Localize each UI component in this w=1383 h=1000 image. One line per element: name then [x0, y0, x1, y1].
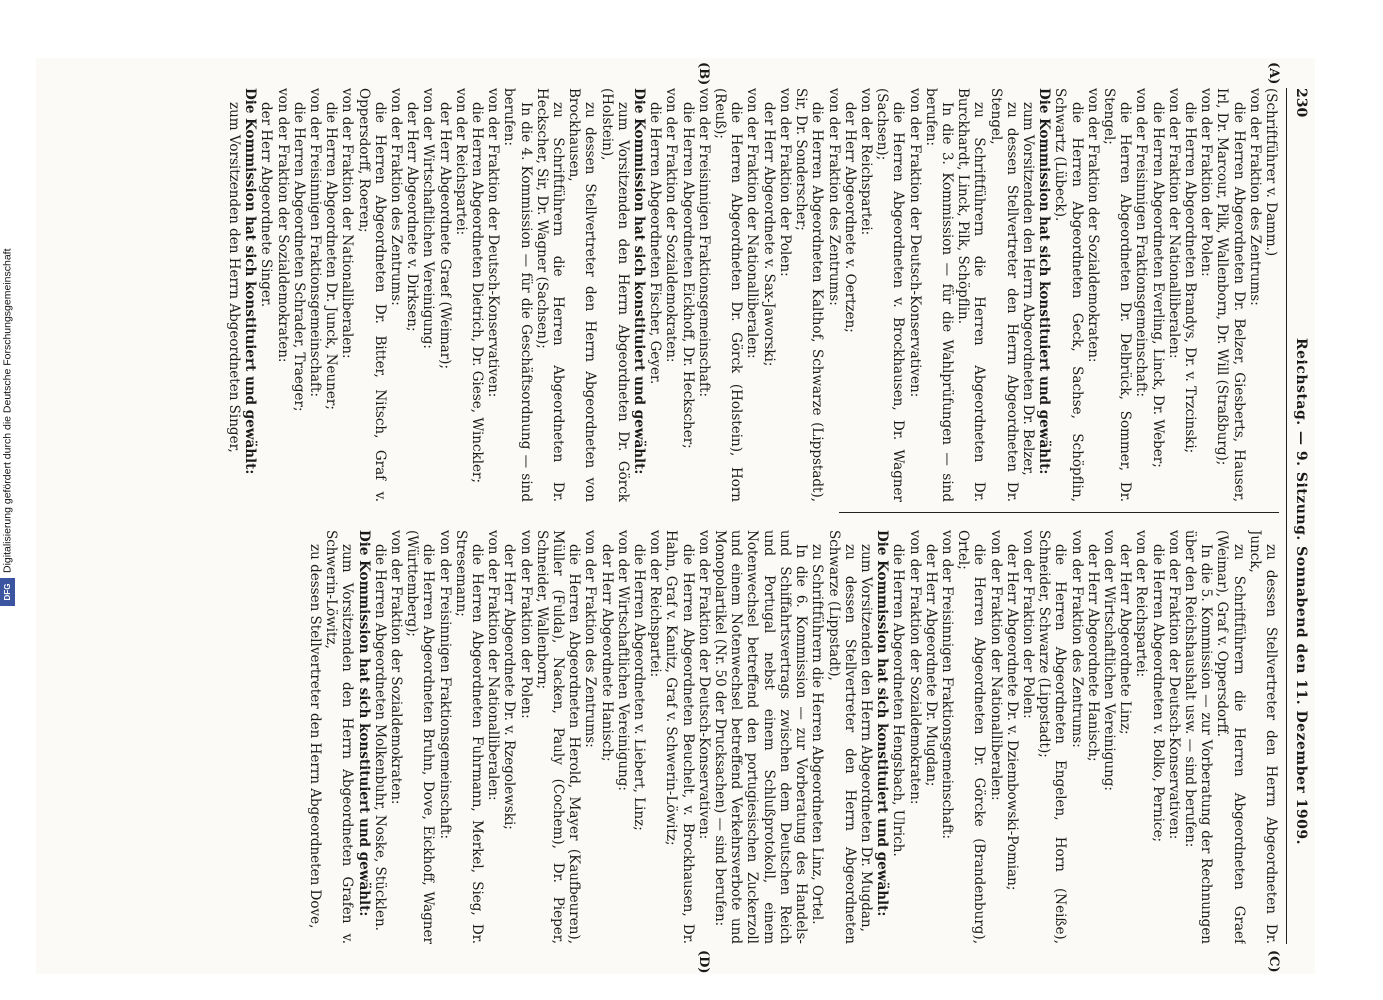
text-line: die Herren Abgeordneten Everling, Linck, Dr. Weber; — [1149, 102, 1166, 468]
text-line: von der Wirtschaftlichen Vereinigung: — [1100, 530, 1117, 791]
text-line: die Herren Abgeordneten Herold, Mayer (Kaufbeuren), Müller (Fulda), Nacken, Pauly (Cochem), Dr. Pieper, Schneider, Wallenborn; — [533, 530, 583, 944]
text-line: die Herren Abgeordneten v. Brockhausen, Dr. Wagner (Sachsen); — [874, 88, 907, 502]
text-line: Die Kommission hat sich konstituiert und gewählt: — [355, 530, 372, 917]
text-line: zum Vorsitzenden den Herrn Abgeordneten Grafen v. Schwerin-Löwitz, — [323, 530, 356, 944]
text-line: von der Fraktion des Zentrums: — [825, 88, 842, 306]
page-content — [36, 58, 1315, 974]
page-number: 230 — [1293, 88, 1309, 118]
text-line: zum Vorsitzenden den Herrn Abgeordneten Dr. Görck (Holstein), — [598, 88, 631, 502]
text-line: die Herren Abgeordneten Beuchelt, v. Brockhausen, Dr. Hahn, Graf v. Kanitz, Graf v. Schwerin-Löwitz; — [663, 530, 696, 944]
text-line: die Herren Abgeordneten Fuhrmann, Merkel, Sieg, Dr. Stresemann; — [452, 530, 486, 944]
text-line: die Herren Abgeordneten Schrader, Traeger; — [290, 102, 307, 412]
text-line: von der Reichspartei: — [647, 530, 664, 678]
text-line: von der Fraktion der Deutsch-Konservativen: — [695, 530, 712, 840]
text-line: von der Fraktion der Sozialdemokraten: — [1084, 88, 1101, 363]
text-line: die Herren Abgeordneten Eickhoff, Dr. Heckscher; — [679, 102, 696, 449]
text-line: die Herren Abgeordneten v. Bolko, Pernice; — [1149, 544, 1166, 843]
text-line: von der Fraktion der Polen: — [1198, 88, 1215, 277]
text-line: Die Kommission hat sich konstituiert und gewählt: — [631, 88, 648, 475]
column-divider — [839, 512, 1279, 513]
text-line: der Herr Abgeordnete v. Dirksen; — [404, 102, 421, 332]
text-line: von der Fraktion der Sozialdemokraten: — [663, 88, 680, 363]
text-line: von der Fraktion der Deutsch-Konservativen: — [906, 88, 923, 398]
text-line: von der Reichspartei: — [1133, 530, 1150, 678]
text-line: von der Fraktion der Polen: — [517, 530, 534, 719]
text-line: die Herren Abgeordneten Brandys, Dr. v. Trzcinski; — [1181, 102, 1198, 454]
text-line: von der Wirtschaftlichen Vereinigung: — [420, 88, 437, 349]
text-line: zu dessen Stellvertreter den Herrn Abgeordneten Dr. Junck, — [1246, 530, 1279, 944]
text-line: zum Vorsitzenden den Herrn Abgeordneten Dr. Mugdan, — [857, 544, 874, 932]
text-line: In die 6. Kommission — zur Vorberatung des Handels- und Schiffahrtsvertrags zwischen dem Deutschen Reich und Portugal nebst einem Schlußprotokoll, einem Notenwechsel betreffend den portugiesischen Zuckerzoll und einem Notenwechsel betreffend Verkehrsverbote und Monopolartikel (Nr. 50 der Drucksachen) — sind berufen: — [712, 530, 810, 944]
text-line: die Herren Abgeordneten Hengsbach, Ulrich. — [890, 544, 907, 857]
margin-marker-a: (A) — [1266, 62, 1281, 85]
text-line: zum Vorsitzenden den Herrn Abgeordneten Dr. Belzer, — [1019, 102, 1036, 476]
text-line: der Herr Abgeordnete v. Oertzen; — [841, 102, 858, 333]
text-line: die Herren Abgeordneten Dr. Belzer, Giesberts, Hauser, Irl, Dr. Marcour, Pilk, Wallenborn, Dr. Will (Straßburg); — [1214, 88, 1247, 502]
text-line: die Herren Abgeordneten Molkenbuhr, Noske, Stücklen. — [371, 544, 388, 931]
text-line: der Herr Abgeordnete Graef (Weimar); — [436, 102, 453, 370]
left-column — [89, 88, 1279, 502]
text-line: In die 5. Kommission — zur Vorberatung der Rechnungen über den Reichshaushalt usw. — sind berufen: — [1181, 530, 1215, 944]
text-line: zu Schriftführern die Herren Abgeordneten Linz, Ortel. — [809, 544, 826, 925]
text-line: der Herr Abgeordnete v. Sax-Jaworski; — [760, 102, 777, 367]
text-line: der Herr Abgeordnete Singer. — [258, 102, 275, 308]
page-header — [1285, 88, 1309, 944]
text-line: zu dessen Stellvertreter den Herrn Abgeordneten von Brockhausen, — [566, 88, 599, 502]
text-line: die Herren Abgeordneten Fischer, Geyer. — [647, 102, 664, 385]
text-line: der Herr Abgeordnete Dr. v. Rzegolewski; — [501, 544, 518, 830]
text-line: der Herr Abgeordnete Linz; — [1117, 544, 1134, 735]
text-line: zu dessen Stellvertreter den Herrn Abgeordneten Schwarze (Lippstadt), — [825, 530, 858, 944]
text-line: von der Freisinnigen Fraktionsgemeinschaft: — [307, 88, 324, 397]
text-line: von der Fraktion der Sozialdemokraten: — [274, 88, 291, 363]
text-line: von der Fraktion der Nationalliberalen: — [1165, 88, 1182, 359]
text-line: die Herren Abgeordneten v. Liebert, Linz; — [631, 544, 648, 831]
text-line: von der Wirtschaftlichen Vereinigung: — [614, 530, 631, 791]
text-line: die Herren Abgeordneten Dr. Delbrück, Sommer, Dr. Stengel; — [1100, 88, 1134, 502]
text-line: der Herr Abgeordnete Dr. Mugdan; — [922, 544, 939, 787]
text-line: von der Fraktion der Sozialdemokraten: — [906, 530, 923, 805]
text-line: die Herren Abgeordneten Dr. Junck, Neuner; — [323, 102, 340, 410]
header-rule — [1286, 88, 1287, 944]
text-line: die Herren Abgeordneten Geck, Sachse, Schöpflin, Schwartz (Lübeck). — [1052, 88, 1085, 502]
margin-marker-b: (B) — [696, 62, 711, 86]
text-line: In die 3. Kommission — für die Wahlprüfungen — sind berufen: — [922, 88, 955, 502]
text-line: der Herr Abgeordnete Dr. v. Dziembowski-Pomian; — [1003, 544, 1020, 891]
text-line: die Herren Abgeordneten Engelen, Horn (Neiße), Schneider, Schwarze (Lippstadt); — [1036, 530, 1069, 944]
text-line: von der Freisinnigen Fraktionsgemeinschaft: — [938, 530, 955, 839]
text-line: von der Fraktion der Nationalliberalen: — [485, 530, 502, 801]
text-line: Die Kommission hat sich konstituiert und gewählt: — [874, 530, 891, 917]
text-line: die Herren Abgeordneten Dr. Görcke (Brandenburg), Ortel; — [955, 530, 988, 944]
text-line: von der Fraktion der Nationalliberalen: — [339, 88, 356, 359]
text-line: von der Fraktion des Zentrums: — [1068, 530, 1085, 748]
text-line: von der Freisinnigen Fraktionsgemeinschaft: — [695, 88, 712, 397]
text-line: die Herren Abgeordneten Dr. Bitter, Nitsch, Graf v. Oppersdorff, Roeren; — [355, 88, 388, 502]
text-line: von der Fraktion der Polen: — [1019, 530, 1036, 719]
dfg-logo: DFG — [0, 578, 15, 606]
margin-marker-c: (C) — [1266, 950, 1281, 973]
text-line: von der Fraktion der Sozialdemokraten: — [388, 530, 405, 805]
text-line: von der Fraktion des Zentrums: — [1246, 88, 1263, 306]
text-line: von der Freisinnigen Fraktionsgemeinschaft: — [436, 530, 453, 839]
text-line: zum Vorsitzenden den Herrn Abgeordneten Singer, — [226, 102, 242, 453]
text-line: die Herren Abgeordneten Kalthof, Schwarze (Lippstadt), Sir, Dr. Sonderscher; — [793, 88, 826, 502]
text-line: Die Kommission hat sich konstituiert und gewählt: — [242, 88, 259, 475]
text-line: von der Fraktion der Deutsch-Konservativen: — [1165, 530, 1182, 840]
text-line: von der Fraktion des Zentrums: — [582, 530, 599, 748]
text-line: zu Schriftführern die Herren Abgeordneten Dr. Burckhardt, Linck, Pilk, Schöpflin. — [955, 88, 988, 502]
running-title: Reichstag. — 9. Sitzung. Sonnabend den 11. Dezember 1909. — [1293, 338, 1309, 846]
text-line: von der Reichspartei: — [452, 88, 469, 236]
text-line: die Herren Abgeordneten Bruhn, Dove, Eickhoff, Wagner (Württemberg); — [404, 530, 437, 944]
text-line: der Herr Abgeordnete Hanisch; — [598, 544, 615, 762]
text-line: von der Fraktion der Deutsch-Konservativen: — [485, 88, 502, 398]
text-line: zu dessen Stellvertreter den Herrn Abgeordneten Dr. Stengel, — [987, 88, 1020, 502]
text-line: zu dessen Stellvertreter den Herrn Abgeordneten Dove, — [307, 544, 324, 929]
text-line: der Herr Abgeordnete Hanisch; — [1084, 544, 1101, 762]
text-line: In die 4. Kommission — für die Geschäftsordnung — sind berufen: — [501, 88, 534, 502]
text-line: die Herren Abgeordneten Dietrich, Dr. Giese, Winckler; — [469, 102, 486, 484]
text-line: zu Schriftführern die Herren Abgeordneten Graef (Weimar), Graf v. Oppersdorff. — [1214, 530, 1247, 944]
text-line: von der Fraktion des Zentrums: — [388, 88, 405, 306]
text-line: zu Schriftführern die Herren Abgeordneten Dr. Heckscher, Sir, Dr. Wagner (Sachsen); — [533, 88, 567, 502]
text-line: Die Kommission hat sich konstituiert und gewählt: — [1036, 88, 1053, 475]
digitization-footer — [0, 226, 16, 606]
margin-marker-d: (D) — [696, 950, 711, 974]
scanned-page — [36, 58, 1315, 974]
text-line: von der Fraktion der Polen: — [776, 88, 793, 277]
text-line: (Schriftführer v. Damm.) — [1263, 88, 1279, 257]
right-column — [89, 530, 1279, 944]
footer-text: Digitalisierung gefördert durch die Deutsche Forschungsgemeinschaft — [1, 248, 14, 573]
text-line: die Herren Abgeordneten Dr. Görck (Holstein), Horn (Reuß); — [712, 88, 745, 502]
text-line: von der Fraktion der Nationalliberalen: — [987, 530, 1004, 801]
text-line: von der Fraktion der Nationalliberalen: — [744, 88, 761, 359]
text-line: von der Reichspartei: — [857, 88, 874, 236]
text-line: von der Freisinnigen Fraktionsgemeinschaft: — [1133, 88, 1150, 397]
